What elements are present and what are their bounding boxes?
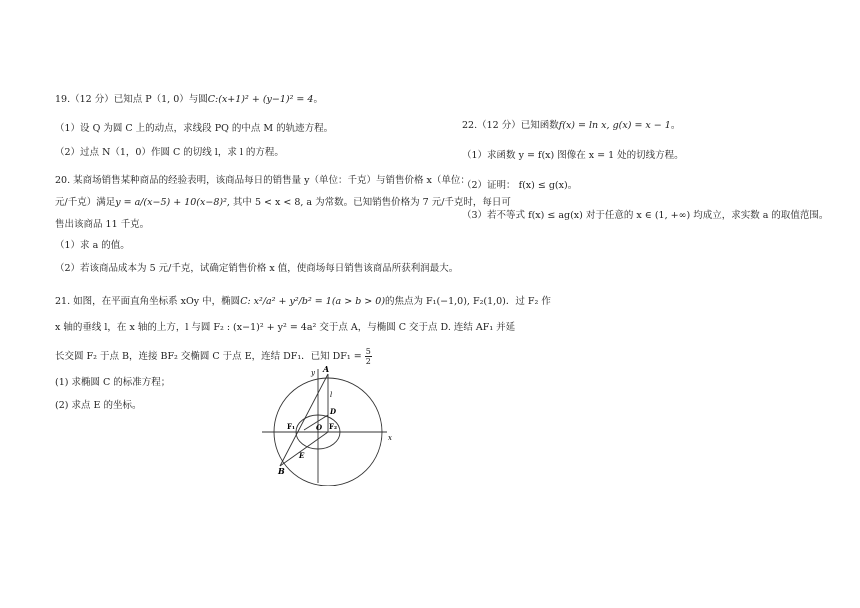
q21-part2: (2) 求点 E 的坐标。: [55, 400, 142, 411]
q21-stem-line1: [55, 296, 551, 308]
q19-part1: （1）设 Q 为圆 C 上的动点，求线段 PQ 的中点 M 的轨迹方程。: [55, 123, 334, 134]
label-x: x: [388, 434, 392, 442]
q21-ellipse-equation: C: x²/a² + y²/b² = 1(a > b > 0): [240, 296, 386, 307]
q21-stem-line3-text: 长交圆 F₂ 于点 B，连接 BF₂ 交椭圆 C 于点 E，连结 DF₁．已知 DF₁ =: [55, 351, 362, 362]
q21-df1-fraction: [365, 347, 372, 366]
q19-circle-equation: C:(x+1)² + (y−1)² = 4: [207, 94, 314, 105]
label-o: O: [316, 423, 323, 432]
q22-part1: （1）求函数 y = f(x) 图像在 x = 1 处的切线方程。: [462, 150, 684, 161]
q19-stem-end: 。: [313, 94, 323, 105]
label-a: A: [323, 366, 330, 374]
q22-stem-text: 22.（12 分）已知函数: [462, 120, 559, 131]
label-e: E: [299, 451, 305, 460]
q20-stem-line3: 售出该商品 11 千克。: [55, 219, 150, 230]
label-b: B: [278, 466, 285, 476]
q19-stem: [55, 94, 323, 106]
q21-stem-line1-end: 的焦点为 F₁(−1,0), F₂(1,0)．过 F₂ 作: [385, 296, 551, 307]
q20-stem-line1: 20. 某商场销售某种商品的经验表明，该商品每日的销售量 y（单位：千克）与销售价格 x（单位：: [55, 175, 470, 186]
q20-part1: （1）求 a 的值。: [55, 240, 130, 251]
q20-stem-line2: [55, 197, 511, 209]
q22-part3: （3）若不等式 f(x) ≤ ag(x) 对于任意的 x ∈ (1, +∞) 均成立，求实数 a 的取值范围。: [462, 210, 829, 221]
q21-stem-line2: x 轴的垂线 l，在 x 轴的上方，l 与圆 F₂ : (x−1)² + y² = 4a² 交于点 A，与椭圆 C 交于点 D. 连结 AF₁ 并延: [55, 322, 516, 333]
q20-stem-line2-end: , 其中 5 < x < 8, a 为常数。已知销售价格为 7 元/千克时，每日可: [226, 197, 511, 208]
q20-sales-formula: y = a/(x−5) + 10(x−8)²: [115, 197, 227, 208]
q21-stem-line1-text: 21. 如图，在平面直角坐标系 xOy 中，椭圆: [55, 296, 241, 307]
q20-part2: （2）若该商品成本为 5 元/千克，试确定销售价格 x 值，使商场每日销售该商品所获利润最大。: [55, 263, 459, 274]
label-y: y: [311, 369, 315, 377]
q22-stem-end: 。: [670, 120, 681, 131]
q21-part1: (1) 求椭圆 C 的标准方程；: [55, 377, 171, 388]
label-f2: F₂: [329, 422, 338, 431]
label-d: D: [330, 407, 337, 416]
label-f1: F₁: [287, 422, 296, 431]
label-l: l: [330, 391, 333, 399]
q22-part2: （2）证明： f(x) ≤ g(x)。: [462, 180, 578, 191]
q22-function-definitions: f(x) = ln x, g(x) = x − 1: [558, 120, 671, 131]
q19-part2: （2）过点 N（1，0）作圆 C 的切线 l，求 l 的方程。: [55, 147, 284, 158]
q22-stem: [462, 120, 680, 132]
q21-fraction-numerator: 5: [365, 347, 371, 356]
q21-fraction-denominator: 2: [365, 357, 371, 366]
q20-stem-line2-text: 元/千克）满足: [55, 197, 116, 208]
q19-stem-text: 19.（12 分）已知点 P（1, 0）与圆: [55, 94, 208, 105]
q21-figure: [262, 366, 402, 486]
q21-stem-line3: [55, 347, 372, 366]
